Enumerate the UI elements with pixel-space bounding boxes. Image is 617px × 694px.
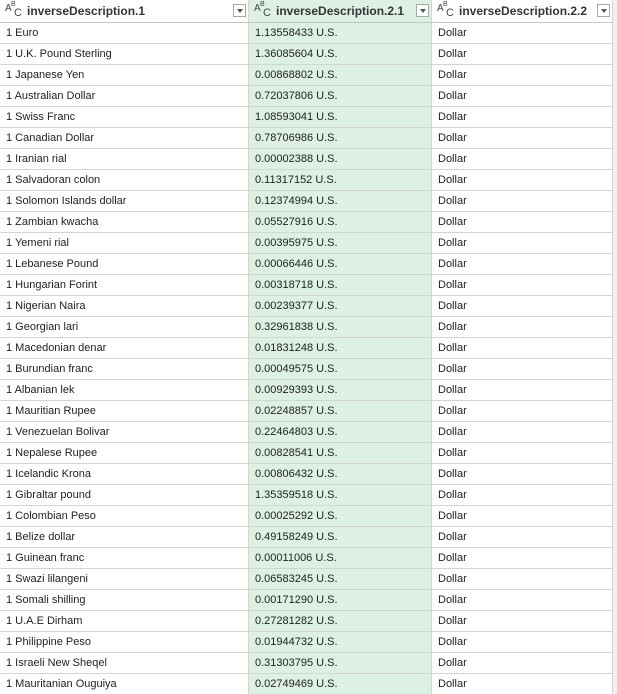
table-row[interactable]: [0, 149, 617, 170]
table-cell[interactable]: 0.72037806 U.S.: [249, 86, 432, 107]
table-cell[interactable]: 1 Macedonian denar: [0, 338, 249, 359]
table-cell[interactable]: 1 Lebanese Pound: [0, 254, 249, 275]
table-cell[interactable]: Dollar: [432, 149, 613, 170]
table-cell[interactable]: 1 Belize dollar: [0, 527, 249, 548]
column-filter-dropdown-button[interactable]: [416, 4, 429, 17]
table-cell[interactable]: 0.31303795 U.S.: [249, 653, 432, 674]
column-name: inverseDescription.2.1: [276, 4, 405, 18]
table-cell[interactable]: 1 Mauritanian Ouguiya: [0, 674, 249, 694]
table-row[interactable]: [0, 590, 617, 611]
table-cell[interactable]: Dollar: [432, 569, 613, 590]
table-cell[interactable]: Dollar: [432, 527, 613, 548]
table-cell[interactable]: Dollar: [432, 674, 613, 694]
table-cell[interactable]: 1.36085604 U.S.: [249, 44, 432, 65]
table-row[interactable]: [0, 338, 617, 359]
table-cell[interactable]: Dollar: [432, 506, 613, 527]
table-cell[interactable]: Dollar: [432, 65, 613, 86]
table-cell[interactable]: 1.08593041 U.S.: [249, 107, 432, 128]
table-cell[interactable]: Dollar: [432, 422, 613, 443]
table-cell[interactable]: 1 Yemeni rial: [0, 233, 249, 254]
table-cell[interactable]: 0.00239377 U.S.: [249, 296, 432, 317]
table-cell[interactable]: 1 Australian Dollar: [0, 86, 249, 107]
table-row[interactable]: [0, 275, 617, 296]
table-cell[interactable]: 1 Nepalese Rupee: [0, 443, 249, 464]
text-type-icon[interactable]: A B C: [5, 1, 22, 19]
table-row[interactable]: [0, 464, 617, 485]
table-cell[interactable]: Dollar: [432, 128, 613, 149]
table-cell[interactable]: Dollar: [432, 44, 613, 65]
table-row[interactable]: [0, 23, 617, 44]
table-row[interactable]: [0, 359, 617, 380]
column-header-inverse-description-2-1[interactable]: [249, 0, 432, 22]
table-cell[interactable]: Dollar: [432, 338, 613, 359]
table-cell[interactable]: 1 U.K. Pound Sterling: [0, 44, 249, 65]
table-cell[interactable]: 1 Philippine Peso: [0, 632, 249, 653]
table-row[interactable]: [0, 443, 617, 464]
table-cell[interactable]: 1 Swazi lilangeni: [0, 569, 249, 590]
table-cell[interactable]: 1 Japanese Yen: [0, 65, 249, 86]
vertical-scrollbar[interactable]: [613, 0, 617, 694]
table-cell[interactable]: Dollar: [432, 86, 613, 107]
table-row[interactable]: [0, 191, 617, 212]
table-cell[interactable]: 1 Guinean franc: [0, 548, 249, 569]
column-filter-dropdown-button[interactable]: [233, 4, 246, 17]
table-cell[interactable]: 1 Mauritian Rupee: [0, 401, 249, 422]
table-row[interactable]: [0, 632, 617, 653]
table-cell[interactable]: 0.00318718 U.S.: [249, 275, 432, 296]
table-row[interactable]: [0, 548, 617, 569]
table-row[interactable]: [0, 611, 617, 632]
table-row[interactable]: [0, 674, 617, 694]
table-cell[interactable]: Dollar: [432, 380, 613, 401]
column-header-inverse-description-2-2[interactable]: [432, 0, 613, 22]
column-name: inverseDescription.1: [27, 4, 146, 18]
table-cell[interactable]: Dollar: [432, 275, 613, 296]
table-cell[interactable]: 1 Israeli New Sheqel: [0, 653, 249, 674]
table-cell[interactable]: Dollar: [432, 191, 613, 212]
table-cell[interactable]: 0.78706986 U.S.: [249, 128, 432, 149]
table-cell[interactable]: 1 Swiss Franc: [0, 107, 249, 128]
table-cell[interactable]: 1 Georgian lari: [0, 317, 249, 338]
table-cell[interactable]: Dollar: [432, 233, 613, 254]
table-cell[interactable]: 1 Colombian Peso: [0, 506, 249, 527]
table-cell[interactable]: 1 Salvadoran colon: [0, 170, 249, 191]
table-row[interactable]: [0, 296, 617, 317]
table-cell[interactable]: 0.00171290 U.S.: [249, 590, 432, 611]
table-row[interactable]: [0, 128, 617, 149]
chevron-down-icon: [237, 9, 243, 13]
table-row[interactable]: [0, 254, 617, 275]
table-cell[interactable]: 1 Iranian rial: [0, 149, 249, 170]
table-cell[interactable]: Dollar: [432, 170, 613, 191]
text-type-icon[interactable]: A B C: [437, 1, 454, 19]
table-cell[interactable]: Dollar: [432, 107, 613, 128]
table-row[interactable]: [0, 170, 617, 191]
chevron-down-icon: [601, 9, 607, 13]
chevron-down-icon: [420, 9, 426, 13]
table-row[interactable]: [0, 317, 617, 338]
table-cell[interactable]: 0.00929393 U.S.: [249, 380, 432, 401]
table-cell[interactable]: 0.22464803 U.S.: [249, 422, 432, 443]
table-cell[interactable]: Dollar: [432, 359, 613, 380]
table-cell[interactable]: Dollar: [432, 23, 613, 44]
table-cell[interactable]: 1 Solomon Islands dollar: [0, 191, 249, 212]
table-cell[interactable]: 0.00395975 U.S.: [249, 233, 432, 254]
table-cell[interactable]: 1 Hungarian Forint: [0, 275, 249, 296]
table-cell[interactable]: 0.00868802 U.S.: [249, 65, 432, 86]
table-cell[interactable]: Dollar: [432, 653, 613, 674]
table-row[interactable]: [0, 527, 617, 548]
table-row[interactable]: [0, 212, 617, 233]
table-row[interactable]: [0, 65, 617, 86]
table-cell[interactable]: 0.00011006 U.S.: [249, 548, 432, 569]
column-header-inverse-description-1[interactable]: [0, 0, 249, 22]
table-cell[interactable]: 0.12374994 U.S.: [249, 191, 432, 212]
table-cell[interactable]: 1 Burundian franc: [0, 359, 249, 380]
table-row[interactable]: [0, 422, 617, 443]
table-cell[interactable]: 0.00049575 U.S.: [249, 359, 432, 380]
table-cell[interactable]: 1 U.A.E Dirham: [0, 611, 249, 632]
table-row[interactable]: [0, 485, 617, 506]
table-cell[interactable]: Dollar: [432, 401, 613, 422]
table-cell[interactable]: 0.01831248 U.S.: [249, 338, 432, 359]
table-cell[interactable]: 1 Nigerian Naira: [0, 296, 249, 317]
table-row[interactable]: [0, 653, 617, 674]
table-cell[interactable]: 0.32961838 U.S.: [249, 317, 432, 338]
table-cell[interactable]: 0.11317152 U.S.: [249, 170, 432, 191]
table-cell[interactable]: 1 Icelandic Krona: [0, 464, 249, 485]
table-cell[interactable]: 0.05527916 U.S.: [249, 212, 432, 233]
table-cell[interactable]: Dollar: [432, 317, 613, 338]
table-cell[interactable]: 0.27281282 U.S.: [249, 611, 432, 632]
table-cell[interactable]: 1.35359518 U.S.: [249, 485, 432, 506]
table-cell[interactable]: 0.02749469 U.S.: [249, 674, 432, 694]
table-cell[interactable]: 0.00066446 U.S.: [249, 254, 432, 275]
text-type-icon[interactable]: A B C: [254, 1, 271, 19]
table-cell[interactable]: Dollar: [432, 443, 613, 464]
table-row[interactable]: [0, 233, 617, 254]
column-header-row: [0, 0, 617, 23]
table-cell[interactable]: 1 Gibraltar pound: [0, 485, 249, 506]
column-filter-dropdown-button[interactable]: [597, 4, 610, 17]
table-cell[interactable]: 0.00828541 U.S.: [249, 443, 432, 464]
table-cell[interactable]: 0.00002388 U.S.: [249, 149, 432, 170]
table-cell[interactable]: 0.49158249 U.S.: [249, 527, 432, 548]
table-row[interactable]: [0, 401, 617, 422]
table-cell[interactable]: Dollar: [432, 611, 613, 632]
table-row[interactable]: [0, 107, 617, 128]
table-cell[interactable]: Dollar: [432, 212, 613, 233]
table-row[interactable]: [0, 380, 617, 401]
table-cell[interactable]: Dollar: [432, 254, 613, 275]
table-cell[interactable]: Dollar: [432, 590, 613, 611]
table-cell[interactable]: Dollar: [432, 296, 613, 317]
table-row[interactable]: [0, 86, 617, 107]
table-row[interactable]: [0, 44, 617, 65]
table-cell[interactable]: 0.00806432 U.S.: [249, 464, 432, 485]
table-row[interactable]: [0, 506, 617, 527]
table-cell[interactable]: 1 Zambian kwacha: [0, 212, 249, 233]
table-cell[interactable]: 1 Venezuelan Bolivar: [0, 422, 249, 443]
table-cell[interactable]: 0.02248857 U.S.: [249, 401, 432, 422]
table-cell[interactable]: 1 Euro: [0, 23, 249, 44]
grid-body: [0, 23, 617, 694]
table-cell[interactable]: 0.00025292 U.S.: [249, 506, 432, 527]
table-cell[interactable]: Dollar: [432, 632, 613, 653]
table-cell[interactable]: 0.01944732 U.S.: [249, 632, 432, 653]
table-cell[interactable]: 1.13558433 U.S.: [249, 23, 432, 44]
table-cell[interactable]: Dollar: [432, 485, 613, 506]
table-cell[interactable]: 1 Canadian Dollar: [0, 128, 249, 149]
table-cell[interactable]: Dollar: [432, 548, 613, 569]
column-name: inverseDescription.2.2: [459, 4, 588, 18]
table-cell[interactable]: 1 Albanian lek: [0, 380, 249, 401]
table-cell[interactable]: Dollar: [432, 464, 613, 485]
table-row[interactable]: [0, 569, 617, 590]
table-cell[interactable]: 1 Somali shilling: [0, 590, 249, 611]
table-cell[interactable]: 0.06583245 U.S.: [249, 569, 432, 590]
